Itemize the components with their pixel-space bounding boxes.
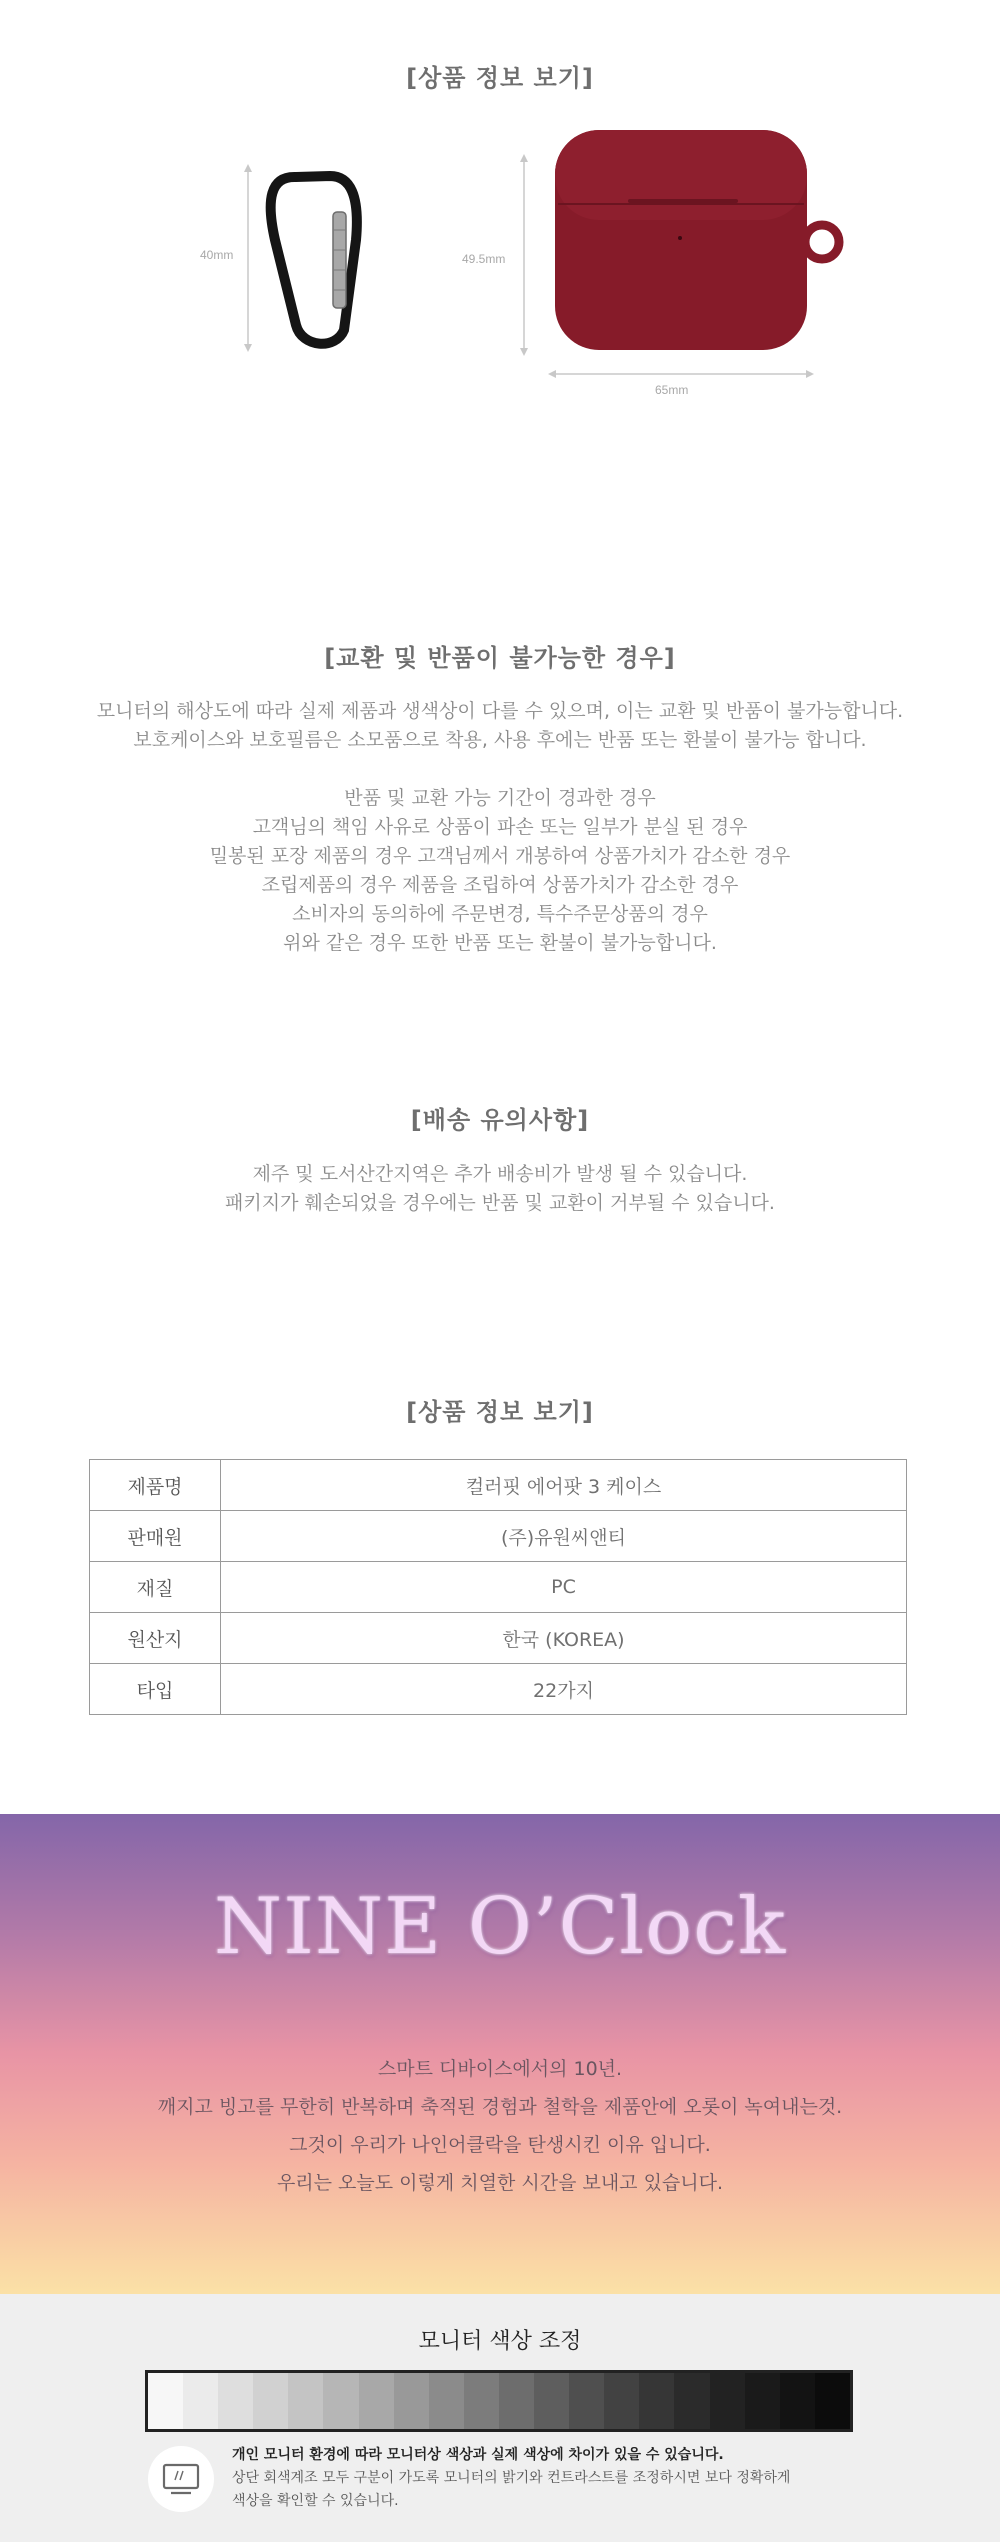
grayscale-swatch xyxy=(218,2373,253,2429)
grayscale-swatch xyxy=(534,2373,569,2429)
grayscale-swatch xyxy=(780,2373,815,2429)
table-key-cell: 판매원 xyxy=(90,1511,221,1562)
grayscale-swatch xyxy=(288,2373,323,2429)
exchange-line: 모니터의 해상도에 따라 실제 제품과 생색상이 다를 수 있으며, 이는 교환 및 반품이 불가능합니다. xyxy=(96,700,904,722)
exchange-line: 조립제품의 경우 제품을 조립하여 상품가치가 감소한 경우 xyxy=(261,874,739,896)
table-row xyxy=(90,1562,907,1613)
grayscale-swatch xyxy=(429,2373,464,2429)
grayscale-swatch xyxy=(394,2373,429,2429)
exchange-title: [교환 및 반품이 불가능한 경우] xyxy=(324,644,676,672)
info-title: [상품 정보 보기] xyxy=(406,1398,594,1426)
carabiner-image xyxy=(271,176,357,344)
grayscale-swatch xyxy=(569,2373,604,2429)
grayscale-swatch xyxy=(359,2373,394,2429)
table-value-cell: PC xyxy=(221,1562,907,1613)
grayscale-swatch xyxy=(639,2373,674,2429)
shipping-title: [배송 유의사항] xyxy=(410,1106,590,1134)
brand-banner xyxy=(0,1814,1000,2294)
table-key-cell: 재질 xyxy=(90,1562,221,1613)
exchange-notice-2 xyxy=(0,784,1000,958)
table-value-cell: 한국 (KOREA) xyxy=(221,1613,907,1664)
brand-logo: NINE O’Clock xyxy=(213,1882,787,1972)
brand-story-line: 스마트 디바이스에서의 10년. xyxy=(377,2058,623,2080)
table-row xyxy=(90,1511,907,1562)
exchange-line: 반품 및 교환 가능 기간이 경과한 경우 xyxy=(344,787,656,809)
brand-story-line: 깨지고 빙고를 무한히 반복하며 축적된 경험과 철학을 제품안에 오롯이 녹여내는것. xyxy=(157,2096,843,2118)
table-key-cell: 제품명 xyxy=(90,1460,221,1511)
exchange-line: 소비자의 동의하에 주문변경, 특수주문상품의 경우 xyxy=(292,903,708,925)
airpods-case-image xyxy=(555,130,839,350)
shipping-line: 제주 및 도서산간지역은 추가 배송비가 발생 될 수 있습니다. xyxy=(252,1163,748,1185)
table-key-cell: 원산지 xyxy=(90,1613,221,1664)
brand-story xyxy=(0,2050,1000,2202)
table-value-cell: 22가지 xyxy=(221,1664,907,1715)
shipping-line: 패키지가 훼손되었을 경우에는 반품 및 교환이 거부될 수 있습니다. xyxy=(225,1192,775,1214)
grayscale-swatch-bar xyxy=(145,2370,853,2432)
carabiner-height-label: 40mm xyxy=(200,248,234,262)
grayscale-swatch xyxy=(148,2373,183,2429)
brand-story-line: 그것이 우리가 나인어클락을 탄생시킨 이유 입니다. xyxy=(289,2134,711,2156)
grayscale-swatch xyxy=(183,2373,218,2429)
grayscale-swatch xyxy=(745,2373,780,2429)
exchange-line: 밀봉된 포장 제품의 경우 고객님께서 개봉하여 상품가치가 감소한 경우 xyxy=(209,845,791,867)
exchange-line: 위와 같은 경우 또한 반품 또는 환불이 불가능합니다. xyxy=(283,932,717,954)
table-key-cell: 타입 xyxy=(90,1664,221,1715)
case-width-label: 65mm xyxy=(655,383,689,397)
monitor-note-strong: 개인 모니터 환경에 따라 모니터상 색상과 실제 색상에 차이가 있을 수 있습니다. xyxy=(232,2447,724,2463)
monitor-note-line: 상단 회색계조 모두 구분이 가도록 모니터의 밝기와 컨트라스트를 조정하시면 보다 정확하게 xyxy=(232,2470,791,2486)
monitor-note-line: 색상을 확인할 수 있습니다. xyxy=(232,2493,399,2509)
table-row xyxy=(90,1664,907,1715)
table-row xyxy=(90,1613,907,1664)
exchange-line: 보호케이스와 보호필름은 소모품으로 착용, 사용 후에는 반품 또는 환불이 불가능 합니다. xyxy=(133,729,867,751)
brand-story-line: 우리는 오늘도 이렇게 치열한 시간을 보내고 있습니다. xyxy=(276,2172,724,2194)
shipping-notice xyxy=(0,1160,1000,1218)
grayscale-swatch xyxy=(323,2373,358,2429)
monitor-calibration-title: 모니터 색상 조정 xyxy=(418,2329,582,2354)
product-view-title: [상품 정보 보기] xyxy=(406,64,594,92)
exchange-line: 고객님의 책임 사유로 상품이 파손 또는 일부가 분실 된 경우 xyxy=(252,816,748,838)
monitor-icon xyxy=(148,2446,214,2512)
monitor-calibration-note xyxy=(232,2444,872,2513)
product-info-table xyxy=(89,1459,907,1715)
grayscale-swatch xyxy=(464,2373,499,2429)
grayscale-swatch xyxy=(674,2373,709,2429)
table-value-cell: 컬러핏 에어팟 3 케이스 xyxy=(221,1460,907,1511)
monitor-calibration xyxy=(0,2294,1000,2542)
grayscale-swatch xyxy=(604,2373,639,2429)
table-row xyxy=(90,1460,907,1511)
product-dimension-figure xyxy=(0,120,1000,420)
grayscale-swatch xyxy=(253,2373,288,2429)
grayscale-swatch xyxy=(815,2373,850,2429)
grayscale-swatch xyxy=(710,2373,745,2429)
table-value-cell: (주)유원씨앤티 xyxy=(221,1511,907,1562)
exchange-notice-1 xyxy=(0,697,1000,755)
case-height-label: 49.5mm xyxy=(462,252,506,266)
grayscale-swatch xyxy=(499,2373,534,2429)
